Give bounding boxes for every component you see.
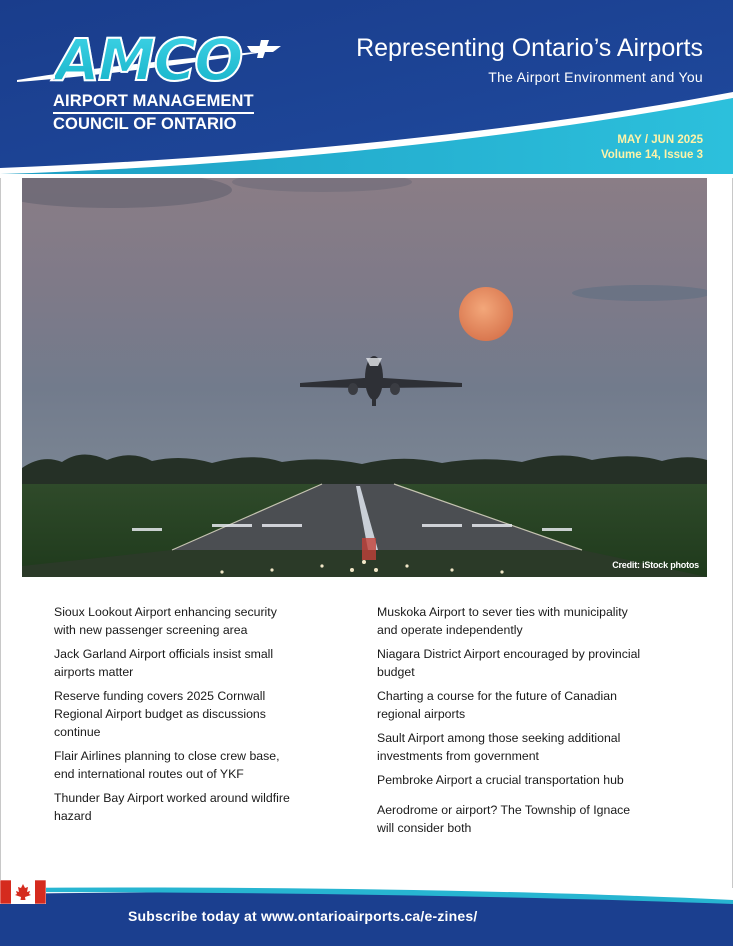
article-title[interactable]: Reserve funding covers 2025 Cornwall Regional Airport budget as discussions continue — [54, 689, 266, 739]
issue-info — [601, 133, 703, 163]
article-title[interactable]: Thunder Bay Airport worked around wildfire hazard — [54, 791, 290, 823]
article-link[interactable] — [377, 603, 647, 639]
article-link[interactable] — [377, 771, 647, 789]
article-title[interactable]: Aerodrome or airport? The Township of Ignace will consider both — [377, 803, 631, 835]
logo-organization-name — [53, 92, 254, 134]
article-title[interactable]: Muskoka Airport to sever ties with municipality and operate independently — [377, 605, 628, 637]
subscribe-link[interactable]: Subscribe today at www.ontarioairports.ca/e-zines/ — [128, 908, 478, 924]
masthead-title: Representing Ontario’s Airports — [356, 34, 703, 62]
articles-right-column — [377, 603, 647, 843]
logo-wordmark: AMCO — [55, 26, 242, 94]
article-link[interactable] — [377, 729, 647, 765]
article-link[interactable] — [377, 645, 647, 681]
article-link[interactable] — [377, 687, 647, 723]
amco-logo[interactable] — [15, 28, 285, 138]
issue-volume: Volume 14, Issue 3 — [600, 149, 703, 161]
article-link[interactable] — [54, 645, 294, 681]
moon-icon — [459, 287, 513, 341]
article-link[interactable] — [377, 801, 647, 837]
articles-left-column — [54, 603, 294, 831]
article-link[interactable] — [54, 747, 294, 783]
issue-date: MAY / JUN 2025 — [617, 134, 703, 146]
photo-credit: Credit: iStock photos — [612, 560, 699, 570]
article-title[interactable]: Sault Airport among those seeking additional investments from government — [377, 731, 621, 763]
article-link[interactable] — [54, 789, 294, 825]
article-title[interactable]: Niagara District Airport encouraged by provincial budget — [377, 647, 641, 679]
logo-line-2: COUNCIL OF ONTARIO — [53, 112, 254, 134]
masthead-subtitle: The Airport Environment and You — [488, 69, 703, 85]
article-title[interactable]: Flair Airlines planning to close crew base, end international routes out of YKF — [54, 749, 280, 781]
logo-line-1: AIRPORT MANAGEMENT — [53, 92, 254, 110]
masthead-tagline — [356, 33, 703, 87]
canada-flag-icon — [0, 880, 46, 904]
article-link[interactable] — [54, 687, 294, 741]
masthead — [0, 0, 733, 178]
footer-banner — [0, 880, 733, 946]
article-title[interactable]: Sioux Lookout Airport enhancing security with new passenger screening area — [54, 605, 277, 637]
article-title[interactable]: Charting a course for the future of Canadian regional airports — [377, 689, 617, 721]
article-title[interactable]: Pembroke Airport a crucial transportation hub — [377, 773, 624, 787]
article-link[interactable] — [54, 603, 294, 639]
airplane-takeoff-illustration — [22, 178, 707, 577]
article-title[interactable]: Jack Garland Airport officials insist small airports matter — [54, 647, 274, 679]
cover-photo — [22, 178, 707, 577]
